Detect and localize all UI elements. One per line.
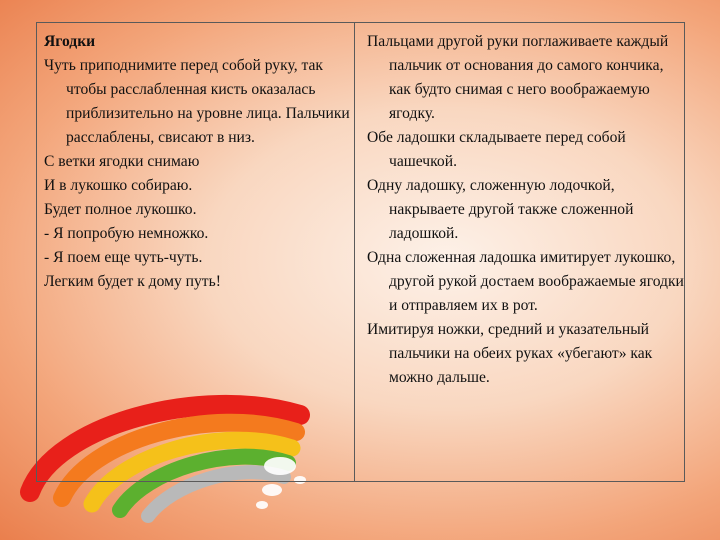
right-paragraph: Пальцами другой руки поглаживаете каждый пальчик от основания до самого кончика, как будто снимая с него воображаемую ягодку. (367, 33, 669, 122)
right-column (367, 30, 685, 390)
right-paragraph: Одна сложенная ладошка имитирует лукошко, другой рукой достаем воображаемые ягодки и отправляем их в рот. (367, 249, 684, 314)
column-divider (354, 23, 355, 481)
left-line: - Я попробую немножко. (44, 225, 209, 242)
left-line: Легким будет к дому путь! (44, 273, 221, 290)
left-line: - Я поем еще чуть-чуть. (44, 249, 203, 266)
left-column (44, 30, 350, 294)
left-line: Чуть приподнимите перед собой руку, так чтобы расслабленная кисть оказалась приблизительно на уровне лица. Пальчики расслаблены, свисают в низ. (44, 57, 350, 146)
water-drop (256, 501, 268, 509)
left-line: Будет полное лукошко. (44, 201, 197, 218)
right-paragraph: Обе ладошки складываете перед собой чашечкой. (367, 129, 626, 170)
content-table (36, 22, 685, 482)
poem-title: Ягодки (44, 33, 96, 50)
water-drop (262, 484, 282, 496)
left-line: И в лукошко собираю. (44, 177, 193, 194)
left-line: С ветки ягодки снимаю (44, 153, 200, 170)
right-paragraph: Имитируя ножки, средний и указательный пальчики на обеих руках «убегают» как можно дальше. (367, 321, 653, 386)
right-paragraph: Одну ладошку, сложенную лодочкой, накрываете другой также сложенной ладошкой. (367, 177, 634, 242)
